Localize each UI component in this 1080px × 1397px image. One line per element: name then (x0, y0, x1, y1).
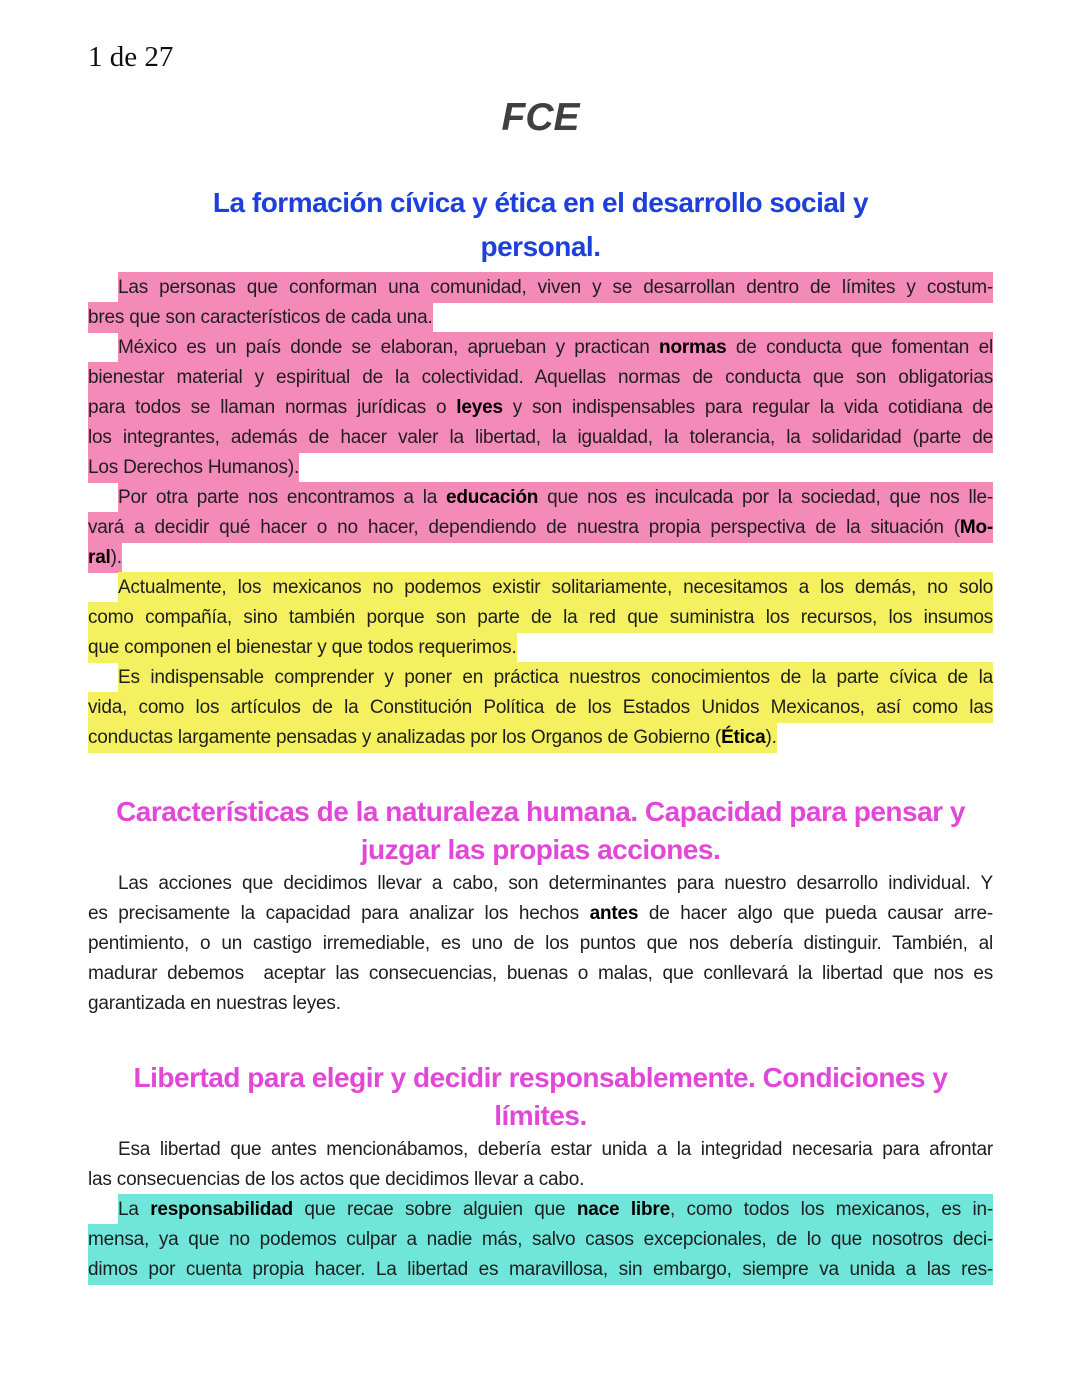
page-number-label: 1 de 27 (88, 41, 174, 73)
text-paragraph (88, 1135, 993, 1195)
paragraph-line (88, 1135, 993, 1165)
paragraph-line (88, 393, 993, 423)
plain-text: es precisamente la capacidad para analizar los hechos antes de hacer algo que pueda causar arre- (88, 903, 993, 924)
paragraph-line (88, 989, 993, 1019)
section-heading-naturaleza (88, 793, 993, 869)
paragraph-line (88, 333, 993, 363)
heading-line: personal. (480, 231, 601, 262)
highlighted-text: para todos se llaman normas jurídicas o leyes y son indispensables para regular la vida cotidiana de (88, 392, 993, 423)
paragraph-line (88, 869, 993, 899)
text-paragraph (88, 869, 993, 1019)
plain-text: Las acciones que decidimos llevar a cabo, son determinantes para nuestro desarrollo individual. Y (118, 873, 993, 894)
paragraph-line (88, 633, 993, 663)
paragraph-line (88, 1195, 993, 1225)
plain-text: las consecuencias de los actos que decidimos llevar a cabo. (88, 1169, 585, 1190)
paragraph-line (88, 453, 993, 483)
heading-line: Libertad para elegir y decidir responsablemente. Condiciones y (133, 1062, 948, 1093)
highlighted-text: vida, como los artículos de la Constitución Política de los Estados Unidos Mexicanos, así como las (88, 692, 993, 723)
highlighted-text: mensa, ya que no podemos culpar a nadie más, salvo casos excepcionales, de lo que nosotros deci- (88, 1224, 993, 1255)
highlighted-text: México es un país donde se elaboran, aprueban y practican normas de conducta que fomentan el (118, 332, 993, 363)
heading-line: Características de la naturaleza humana. Capacidad para pensar y (116, 796, 965, 827)
highlighted-text: bienestar material y espiritual de la colectividad. Aquellas normas de conducta que son obligatorias (88, 362, 993, 393)
highlighted-text: que componen el bienestar y que todos requerimos. (88, 632, 517, 663)
paragraph-line (88, 513, 993, 543)
paragraph-line (88, 423, 993, 453)
text-paragraph (88, 333, 993, 483)
paragraph-line (88, 929, 993, 959)
text-paragraph (88, 573, 993, 663)
highlighted-text: bres que son característicos de cada una. (88, 302, 433, 333)
highlighted-text: ral). (88, 542, 122, 573)
paragraph-line (88, 483, 993, 513)
paragraph-line (88, 603, 993, 633)
highlighted-text: La responsabilidad que recae sobre alguien que nace libre, como todos los mexicanos, es in- (118, 1194, 993, 1225)
highlighted-text: vará a decidir qué hacer o no hacer, dependiendo de nuestra propia perspectiva de la situación (Mo- (88, 512, 993, 543)
heading-line: La formación cívica y ética en el desarrollo social y (212, 187, 869, 218)
highlighted-text: como compañía, sino también porque son parte de la red que suministra los recursos, los insumos (88, 602, 993, 633)
plain-text: pentimiento, o un castigo irremediable, es uno de los puntos que nos debería distinguir. También, al (88, 933, 993, 954)
paragraph-line (88, 1165, 993, 1195)
paragraph-line (88, 273, 993, 303)
paragraph-line (88, 899, 993, 929)
paragraph-line (88, 1225, 993, 1255)
document-title: FCE (501, 96, 580, 139)
text-paragraph (88, 1195, 993, 1285)
highlighted-text: Las personas que conforman una comunidad, viven y se desarrollan dentro de límites y costum- (118, 272, 993, 303)
paragraph-line (88, 1255, 993, 1285)
paragraph-line (88, 723, 993, 753)
section-heading-libertad (88, 1059, 993, 1135)
paragraph-line (88, 663, 993, 693)
highlighted-text: Por otra parte nos encontramos a la educación que nos es inculcada por la sociedad, que nos lle- (118, 482, 993, 513)
highlighted-text: Es indispensable comprender y poner en práctica nuestros conocimientos de la parte cívica de la (118, 662, 993, 693)
highlighted-text: los integrantes, además de hacer valer la libertad, la igualdad, la tolerancia, la solidaridad (parte de (88, 422, 993, 453)
paragraph-line (88, 693, 993, 723)
text-paragraph (88, 483, 993, 573)
plain-text: madurar debemos aceptar las consecuencias, buenas o malas, que conllevará la libertad que nos es (88, 963, 993, 984)
highlighted-text: dimos por cuenta propia hacer. La libertad es maravillosa, sin embargo, siempre va unida a las res- (88, 1254, 993, 1285)
paragraph-line (88, 303, 993, 333)
paragraph-line (88, 543, 993, 573)
heading-line: juzgar las propias acciones. (360, 834, 721, 865)
highlighted-text: Actualmente, los mexicanos no podemos existir solitariamente, necesitamos a los demás, no solo (118, 572, 993, 603)
document-body (88, 181, 993, 1285)
highlighted-text: conductas largamente pensadas y analizadas por los Organos de Gobierno (Ética). (88, 722, 777, 753)
paragraph-line (88, 573, 993, 603)
main-title (88, 181, 993, 269)
text-paragraph (88, 273, 993, 333)
paragraph-line (88, 959, 993, 989)
plain-text: garantizada en nuestras leyes. (88, 993, 341, 1014)
paragraph-line (88, 363, 993, 393)
heading-line: límites. (494, 1100, 587, 1131)
plain-text: Esa libertad que antes mencionábamos, debería estar unida a la integridad necesaria para afrontar (118, 1139, 993, 1160)
highlighted-text: Los Derechos Humanos). (88, 452, 299, 483)
text-paragraph (88, 663, 993, 753)
